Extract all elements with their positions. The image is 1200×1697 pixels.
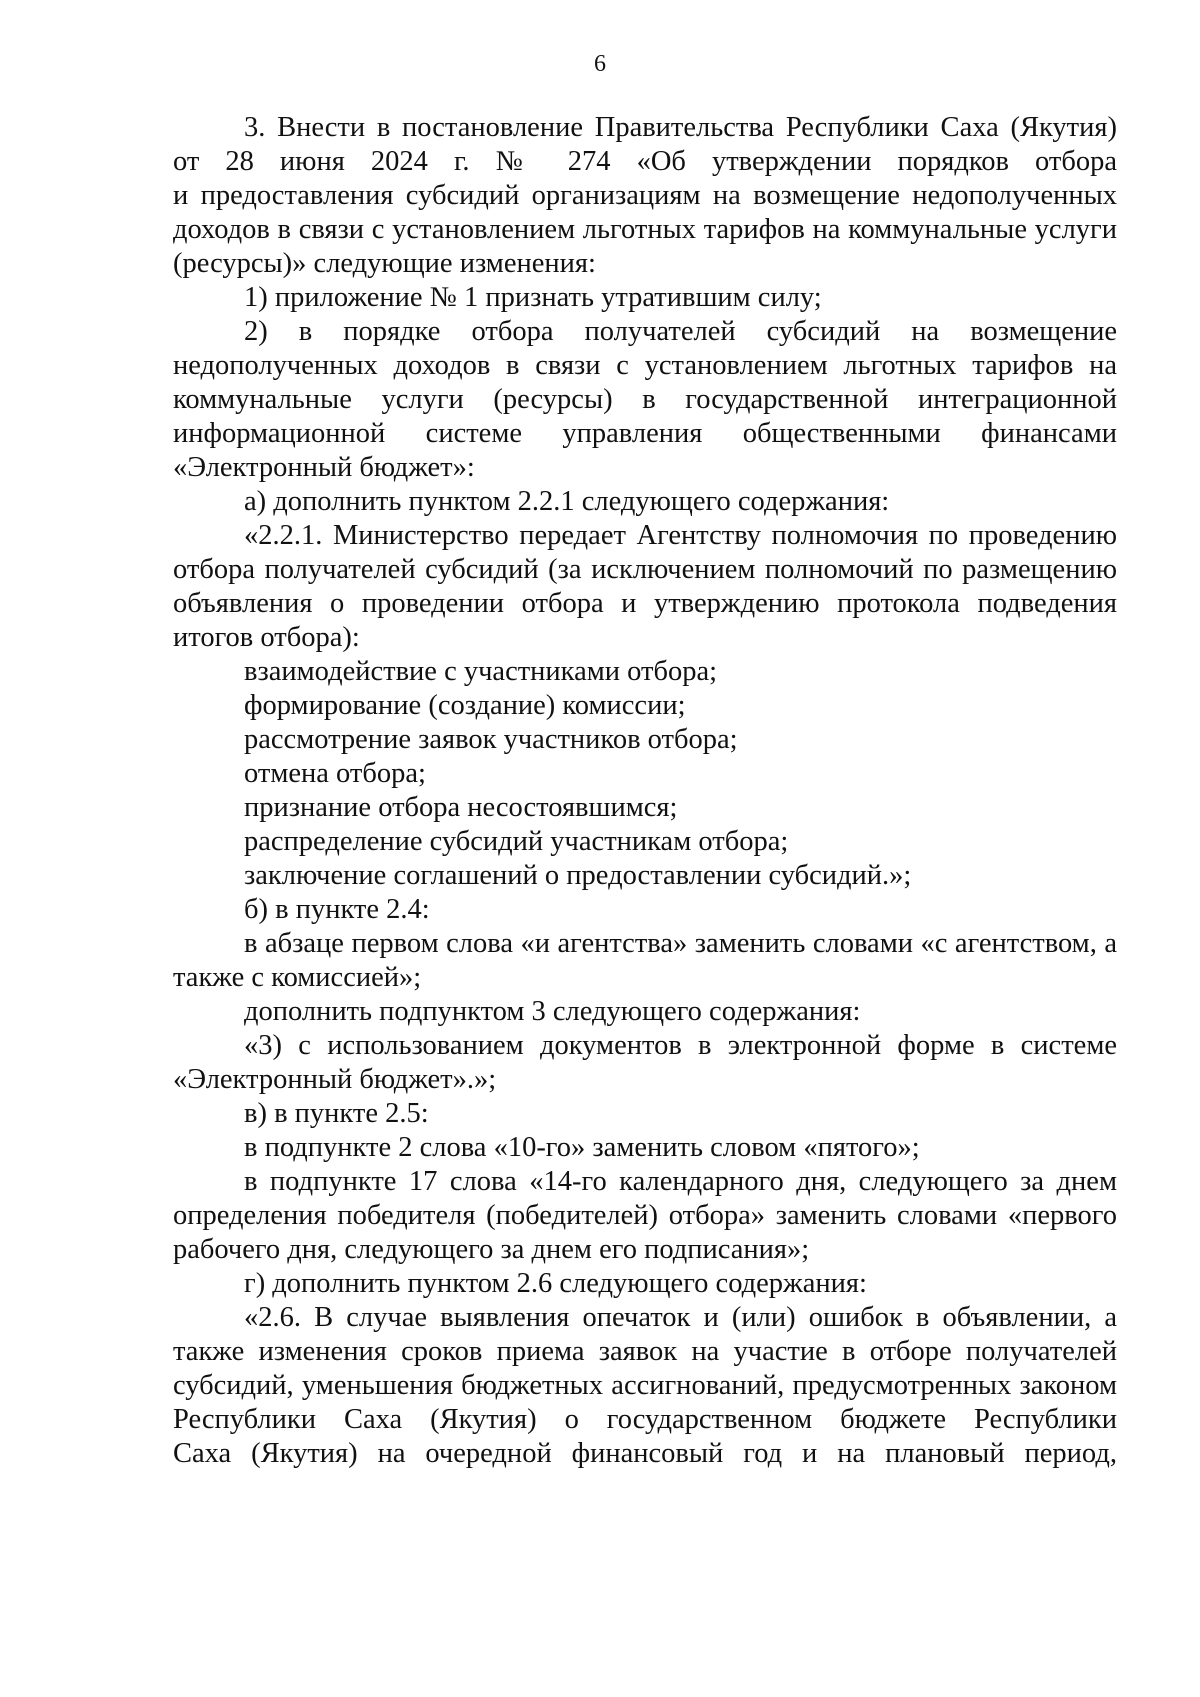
text-line: отмена отбора; <box>244 758 426 789</box>
text-line: и предоставления субсидий организациям на возмещение недополученных <box>173 180 1117 211</box>
text-line: «2.6. В случае выявления опечаток и (или) ошибок в объявлении, а <box>244 1302 1117 1333</box>
text-line: б) в пункте 2.4: <box>244 894 430 925</box>
text-line: в подпункте 17 слова «14-го календарного дня, следующего за днем <box>244 1166 1117 1197</box>
text-line: отбора получателей субсидий (за исключением полномочий по размещению <box>173 554 1117 585</box>
text-line: также с комиссией»; <box>173 962 422 993</box>
text-line: доходов в связи с установлением льготных тарифов на коммунальные услуги <box>173 214 1117 245</box>
text-line: 3. Внести в постановление Правительства Республики Саха (Якутия) <box>244 112 1117 143</box>
text-line: Республики Саха (Якутия) о государственном бюджете Республики <box>173 1404 1117 1435</box>
text-line: от 28 июня 2024 г. № 274 «Об утверждении порядков отбора <box>173 146 1117 177</box>
text-line: признание отбора несостоявшимся; <box>244 792 678 823</box>
text-line: в подпункте 2 слова «10-го» заменить словом «пятого»; <box>244 1132 920 1163</box>
text-line: «2.2.1. Министерство передает Агентству полномочия по проведению <box>244 520 1117 551</box>
text-line: «Электронный бюджет».»; <box>173 1064 497 1095</box>
text-line: распределение субсидий участникам отбора; <box>244 826 789 857</box>
text-line: 1) приложение № 1 признать утратившим силу; <box>244 282 822 313</box>
text-line: формирование (создание) комиссии; <box>244 690 686 721</box>
text-line: Саха (Якутия) на очередной финансовый год и на плановый период, <box>173 1438 1117 1469</box>
text-line: в) в пункте 2.5: <box>244 1098 429 1129</box>
text-line: информационной системе управления общественными финансами <box>173 418 1117 449</box>
text-line: «3) с использованием документов в электронной форме в системе <box>244 1030 1117 1061</box>
text-line: недополученных доходов в связи с установлением льготных тарифов на <box>173 350 1117 381</box>
text-line: итогов отбора): <box>173 622 360 653</box>
text-line: объявления о проведении отбора и утверждению протокола подведения <box>173 588 1117 619</box>
text-line: в абзаце первом слова «и агентства» заменить словами «с агентством, а <box>244 928 1117 959</box>
text-line: г) дополнить пунктом 2.6 следующего содержания: <box>244 1268 867 1299</box>
text-line: дополнить подпунктом 3 следующего содержания: <box>244 996 861 1027</box>
text-line: субсидий, уменьшения бюджетных ассигнований, предусмотренных законом <box>173 1370 1117 1401</box>
text-line: а) дополнить пунктом 2.2.1 следующего содержания: <box>244 486 890 517</box>
text-line: рассмотрение заявок участников отбора; <box>244 724 738 755</box>
page-number: 6 <box>594 51 606 77</box>
text-line: определения победителя (победителей) отбора» заменить словами «первого <box>173 1200 1117 1231</box>
text-line: 2) в порядке отбора получателей субсидий на возмещение <box>244 316 1117 347</box>
text-line: коммунальные услуги (ресурсы) в государственной интеграционной <box>173 384 1117 415</box>
text-line: рабочего дня, следующего за днем его подписания»; <box>173 1234 810 1265</box>
text-line: «Электронный бюджет»: <box>173 452 475 483</box>
text-line: заключение соглашений о предоставлении субсидий.»; <box>244 860 912 891</box>
text-line: также изменения сроков приема заявок на участие в отборе получателей <box>173 1336 1117 1367</box>
text-line: взаимодействие с участниками отбора; <box>244 656 718 687</box>
text-line: (ресурсы)» следующие изменения: <box>173 248 596 279</box>
